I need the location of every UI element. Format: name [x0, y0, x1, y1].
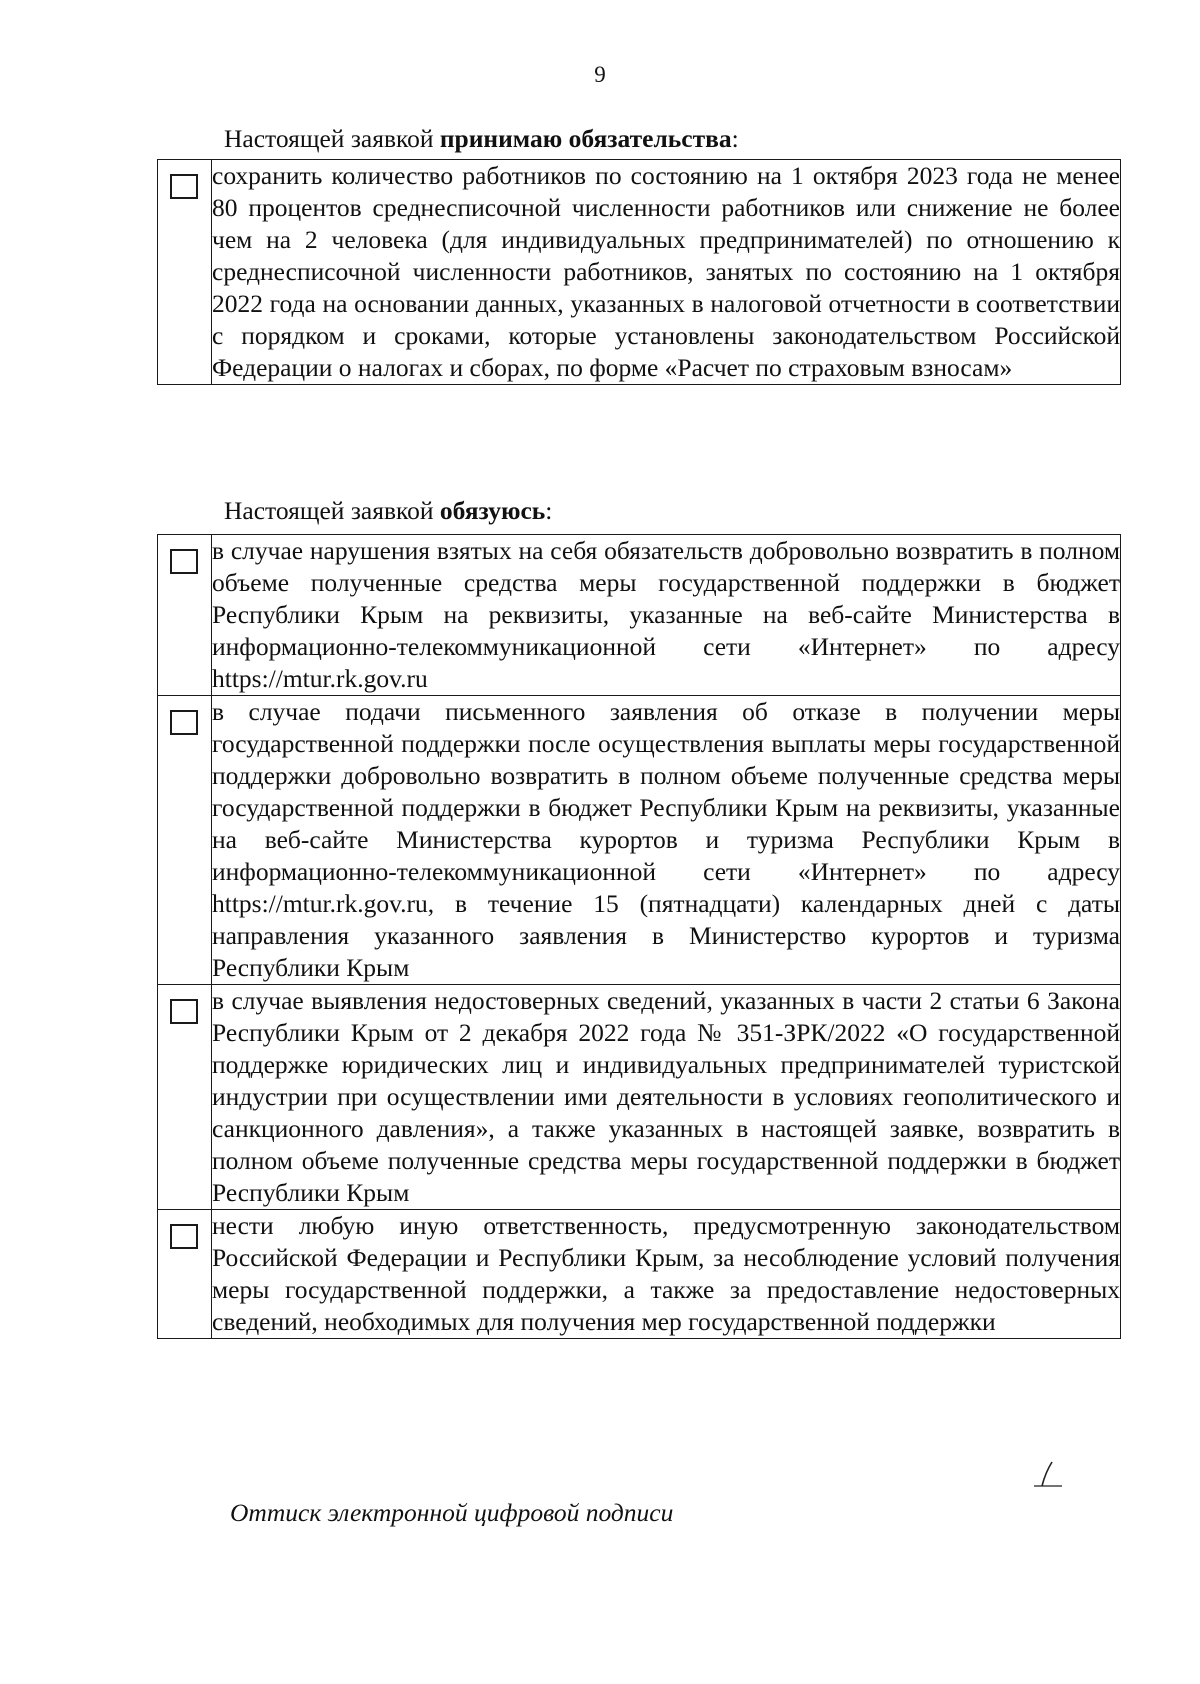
obligations-intro-bold: принимаю обязательства — [439, 124, 732, 153]
commitment-checkbox-2[interactable] — [170, 710, 198, 735]
checkbox-cell — [158, 1210, 212, 1339]
obligations-intro-suffix: : — [731, 124, 739, 153]
commitment-text-2: в случае подачи письменного заявления об отказе в получении меры государственной поддержки после осуществления выплаты меры государственной поддержки добровольно возвратить в полном объеме полученные средства меры государственной поддержки в бюджет Республики Крым на реквизиты, указанные на веб-сайте Министерства курортов и туризма Республики Крым в информационно-телекоммуникационной сети «Интернет» по адресу https://mtur.rk.gov.ru, в течение 15 (пятнадцати) календарных дней с даты направления указанного заявления в Министерство курортов и туризма Республики Крым — [212, 696, 1121, 985]
page-number: 9 — [594, 62, 606, 87]
commitments-table — [157, 534, 1121, 1339]
commitment-text-3: в случае выявления недостоверных сведений, указанных в части 2 статьи 6 Закона Республики Крым от 2 декабря 2022 года № 351-ЗРК/2022 «О государственной поддержке юридических лиц и индивидуальных предпринимателей туристской индустрии при осуществлении ими деятельности в условиях геополитического и санкционного давления», а также указанных в настоящей заявке, возвратить в полном объеме полученные средства меры государственной поддержки в бюджет Республики Крым — [212, 985, 1121, 1210]
checkbox-cell — [158, 160, 212, 385]
obligations-table — [157, 159, 1121, 385]
commitment-checkbox-4[interactable] — [170, 1224, 198, 1249]
commitment-checkbox-1[interactable] — [170, 549, 198, 574]
commitment-row — [158, 985, 1121, 1210]
checkbox-cell — [158, 696, 212, 985]
commitments-intro-suffix: : — [545, 496, 553, 525]
obligations-intro-prefix: Настоящей заявкой — [224, 124, 440, 153]
commitment-checkbox-3[interactable] — [170, 999, 198, 1024]
obligations-intro — [224, 124, 739, 154]
commitment-row — [158, 696, 1121, 985]
obligation-text-1: сохранить количество работников по состоянию на 1 октября 2023 года не менее 80 процентов среднесписочной численности работников или снижение не более чем на 2 человека (для индивидуальных предпринимателей) по отношению к среднесписочной численности работников, занятых по состоянию на 1 октября 2022 года на основании данных, указанных в налоговой отчетности в соответствии с порядком и сроками, которые установлены законодательством Российской Федерации о налогах и сборах, по форме «Расчет по страховым взносам» — [212, 160, 1121, 385]
commitment-row — [158, 535, 1121, 696]
checkbox-cell — [158, 985, 212, 1210]
commitment-text-4: нести любую иную ответственность, предусмотренную законодательством Российской Федерации и Республики Крым, за несоблюдение условий получения меры государственной поддержки, а также за предоставление недостоверных сведений, необходимых для получения мер государственной поддержки — [212, 1210, 1121, 1339]
checkbox-cell — [158, 535, 212, 696]
obligation-row — [158, 160, 1121, 385]
commitment-text-1: в случае нарушения взятых на себя обязательств добровольно возвратить в полном объеме полученные средства меры государственной поддержки в бюджет Республики Крым на реквизиты, указанные на веб-сайте Министерства в информационно-телекоммуникационной сети «Интернет» по адресу https://mtur.rk.gov.ru — [212, 535, 1121, 696]
obligation-checkbox-1[interactable] — [170, 174, 198, 199]
commitment-row — [158, 1210, 1121, 1339]
commitments-intro-prefix: Настоящей заявкой — [224, 496, 440, 525]
commitments-intro — [224, 496, 552, 526]
commitments-intro-bold: обязуюсь — [439, 496, 546, 525]
pen-mark-icon — [1028, 1458, 1068, 1488]
digital-signature-caption: Оттиск электронной цифровой подписи — [230, 1498, 674, 1527]
